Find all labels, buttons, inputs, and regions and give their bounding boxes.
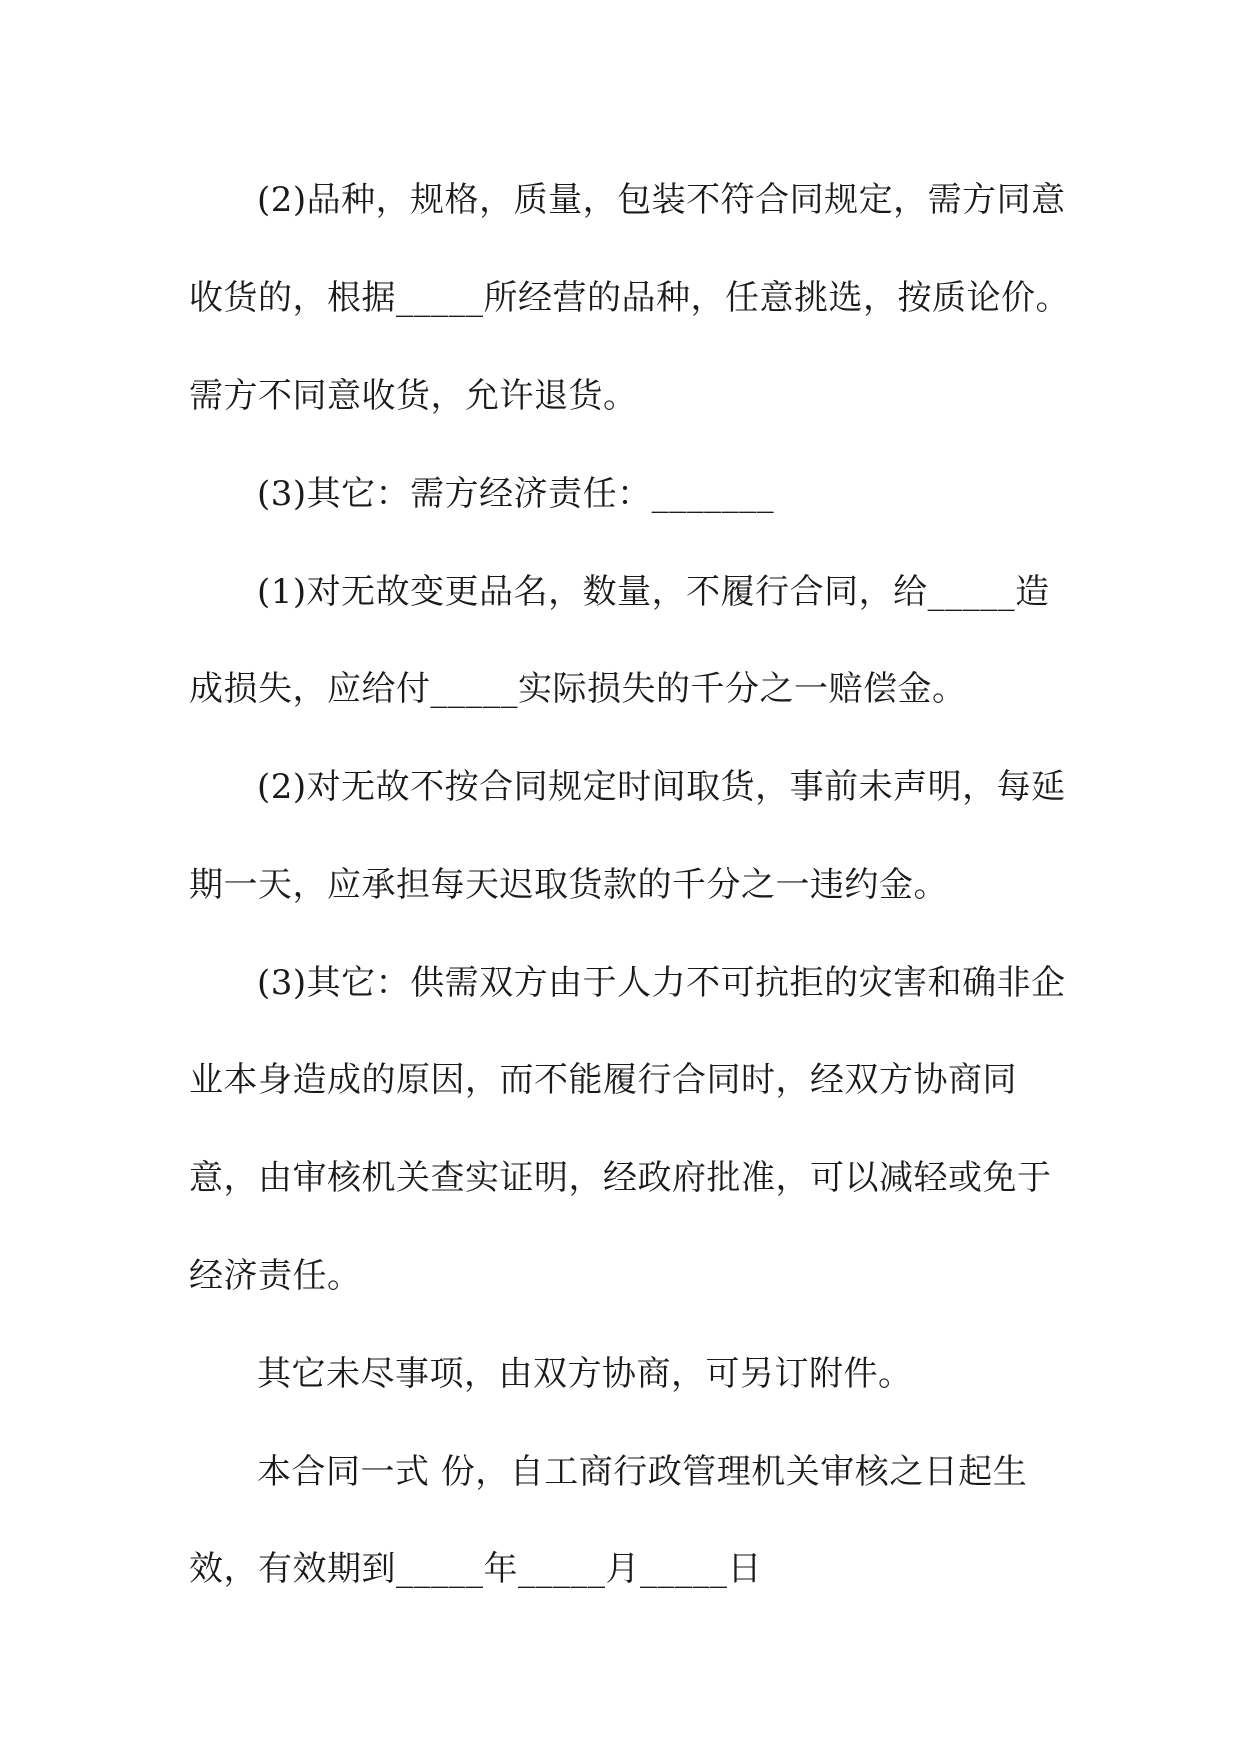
text-line: 期一天，应承担每天迟取货款的千分之一违约金。	[189, 865, 948, 905]
text-line: 成损失，应给付_____实际损失的千分之一赔偿金。	[189, 669, 967, 709]
text-line: (2)品种，规格，质量，包装不符合同规定，需方同意	[257, 180, 1066, 220]
text-line: 本合同一式 份，自工商行政管理机关审核之日起生	[257, 1452, 1028, 1492]
text-line: (3)其它：供需双方由于人力不可抗拒的灾害和确非企	[257, 963, 1066, 1003]
text-line: 业本身造成的原因，而不能履行合同时，经双方协商同	[189, 1060, 1017, 1100]
text-line: 收货的，根据_____所经营的品种，任意挑选，按质论价。	[189, 278, 1070, 318]
text-line: 其它未尽事项，由双方协商，可另订附件。	[257, 1354, 913, 1394]
text-line: (2)对无故不按合同规定时间取货，事前未声明，每延	[257, 767, 1066, 807]
text-line: (3)其它：需方经济责任：_______	[257, 474, 775, 514]
text-line: 需方不同意收货，允许退货。	[189, 376, 638, 416]
text-line: 效，有效期到_____年_____月_____日	[189, 1549, 762, 1589]
text-line: 经济责任。	[189, 1256, 362, 1296]
text-line: (1)对无故变更品名，数量，不履行合同，给_____造	[257, 572, 1050, 612]
text-line: 意，由审核机关查实证明，经政府批准，可以减轻或免于	[189, 1158, 1052, 1198]
